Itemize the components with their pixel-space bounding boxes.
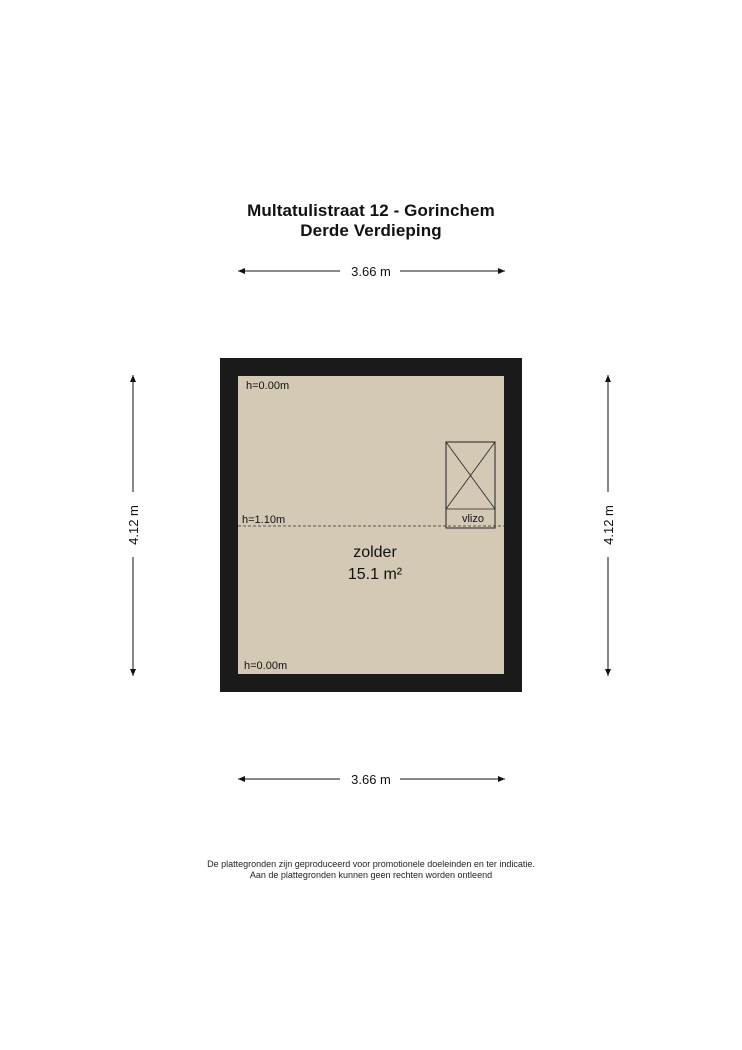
dimension-bottom [238, 772, 505, 787]
height-label-bottom: h=0.00m [244, 660, 288, 672]
disclaimer-line-2: Aan de plattegronden kunnen geen rechten worden ontleend [249, 870, 493, 880]
dimension-top-label: 3.66 m [351, 264, 391, 279]
dimension-top [238, 264, 505, 279]
hatch-label: vlizo [461, 513, 485, 525]
dimension-bottom-label: 3.66 m [351, 772, 391, 787]
dimension-left-label: 4.12 m [126, 505, 141, 545]
plan-title: Multatulistraat 12 - Gorinchem [247, 201, 495, 220]
disclaimer-line-1: De plattegronden zijn geproduceerd voor promotionele doeleinden en ter indicatie. [207, 859, 535, 869]
dimension-left [126, 375, 141, 676]
room-area: 15.1 m² [347, 566, 403, 583]
height-label-top: h=0.00m [246, 380, 290, 392]
height-label-mid: h=1.10m [242, 514, 286, 526]
dimension-right [601, 375, 616, 676]
room-name: zolder [353, 544, 397, 561]
floor-name: Derde Verdieping [300, 221, 442, 240]
dimension-right-label: 4.12 m [601, 505, 616, 545]
